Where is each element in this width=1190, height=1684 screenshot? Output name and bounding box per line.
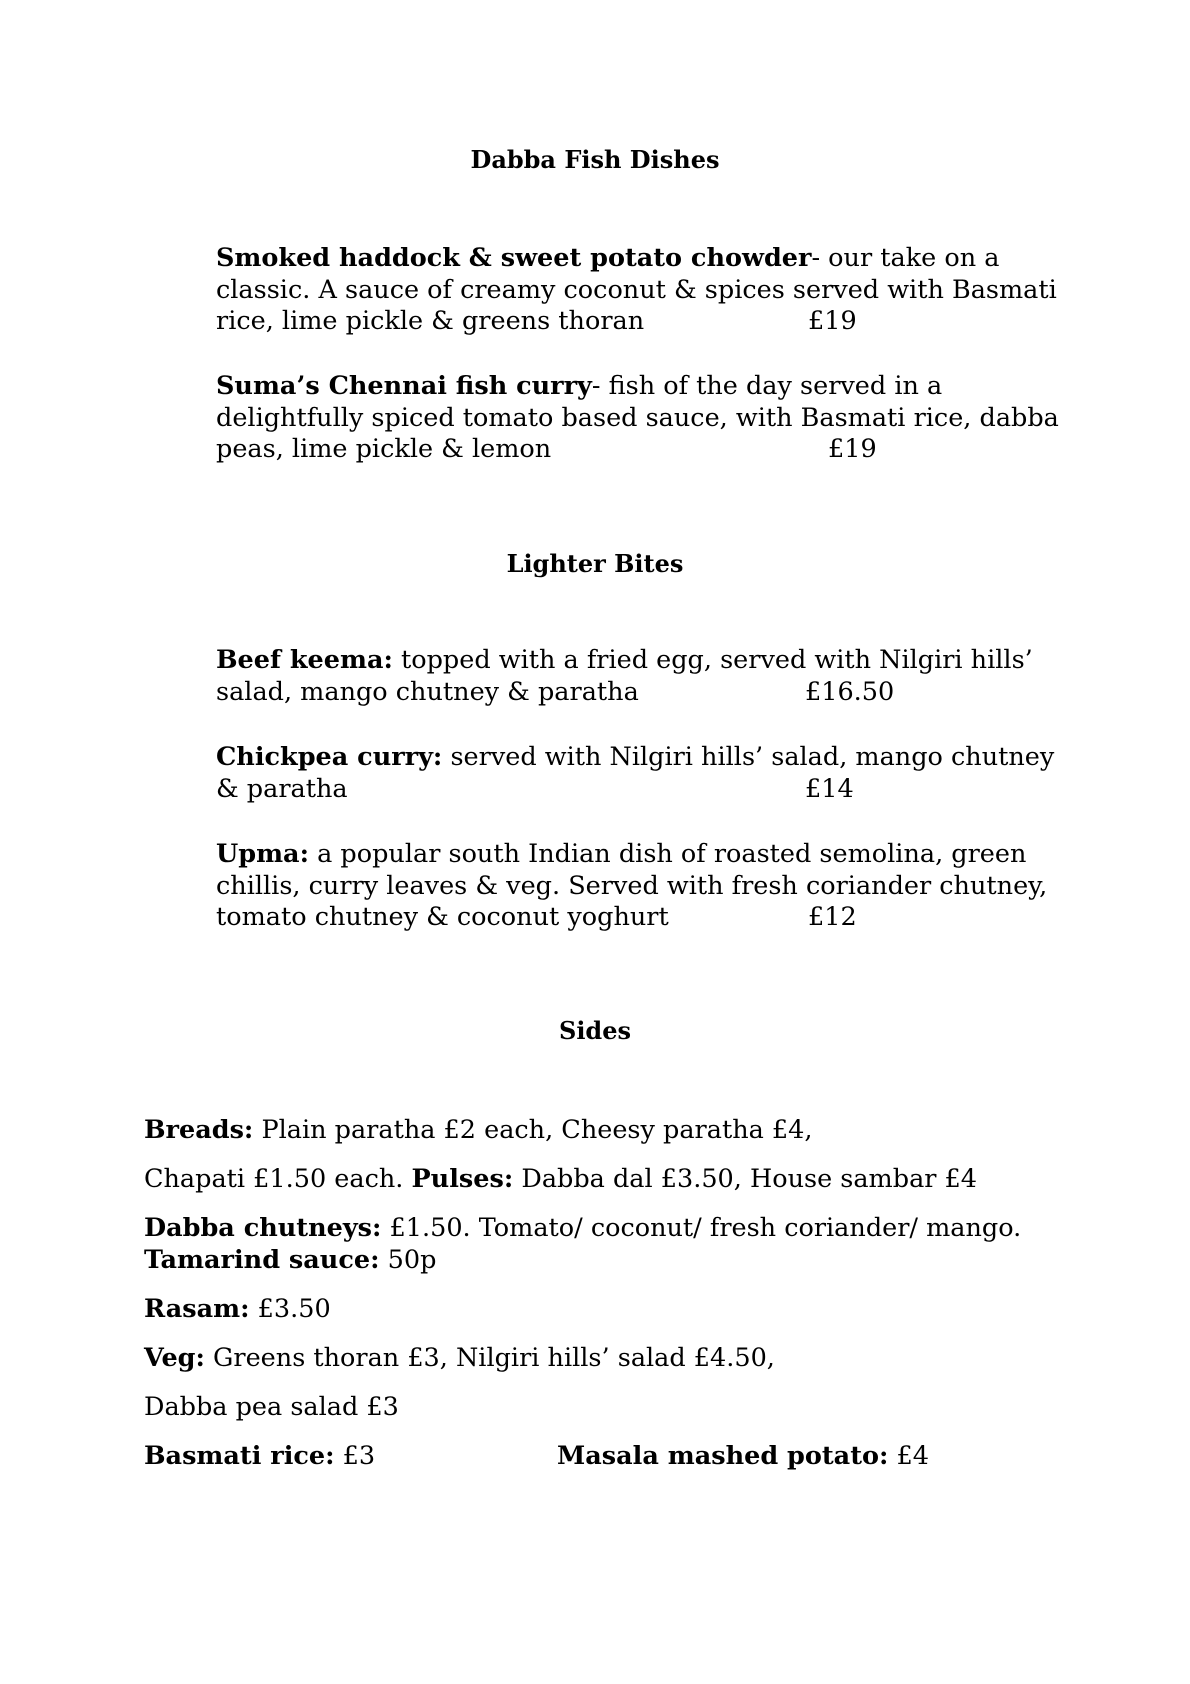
sides-basmati-rice xyxy=(144,1440,375,1472)
sides-chapati-pulses xyxy=(144,1163,977,1195)
sides-label: Masala mashed potato: xyxy=(557,1441,889,1471)
item-line xyxy=(216,902,1096,934)
item-line xyxy=(216,774,1096,806)
sides-label: Dabba chutneys: xyxy=(144,1213,382,1243)
menu-item-chickpea-curry xyxy=(216,742,1096,805)
sides-text: Dabba pea salad £3 xyxy=(144,1392,399,1422)
item-description: delightfully spiced tomato based sauce, with Basmati rice, dabba xyxy=(216,402,1059,433)
item-name: Upma: xyxy=(216,839,309,869)
item-description: a popular south Indian dish of roasted semolina, green xyxy=(309,839,1027,869)
sides-text: £3 xyxy=(334,1441,376,1471)
item-description: - fish of the day served in a xyxy=(591,371,943,401)
item-description: & paratha xyxy=(216,773,348,804)
sides-rasam xyxy=(144,1293,331,1325)
item-description: chillis, curry leaves & veg. Served with fresh coriander chutney, xyxy=(216,870,1048,901)
item-name: Suma’s Chennai fish curry xyxy=(216,371,592,401)
item-description: salad, mango chutney & paratha xyxy=(216,676,639,707)
item-price: £16.50 xyxy=(805,676,895,707)
menu-item-chennai-fish-curry xyxy=(216,371,1096,466)
item-description: served with Nilgiri hills’ salad, mango chutney xyxy=(442,742,1055,772)
menu-item-haddock-chowder xyxy=(216,243,1096,338)
item-name: Beef keema: xyxy=(216,645,393,675)
item-description: tomato chutney & coconut yoghurt xyxy=(216,902,669,932)
sides-text: £4 xyxy=(888,1441,929,1471)
item-line xyxy=(216,434,1096,466)
sides-text: Chapati £1.50 each. xyxy=(144,1164,412,1194)
sides-breads xyxy=(144,1114,812,1146)
sides-text: Dabba dal £3.50, House sambar £4 xyxy=(513,1164,978,1194)
sides-masala-potato xyxy=(557,1440,929,1472)
item-line xyxy=(216,371,1096,403)
item-line xyxy=(216,742,1096,774)
item-line xyxy=(216,243,1096,275)
sides-label: Veg: xyxy=(144,1343,205,1373)
sides-heading: Sides xyxy=(558,1016,631,1045)
item-description: classic. A sauce of creamy coconut & spices served with Basmati xyxy=(216,274,1057,305)
item-line xyxy=(216,839,1096,871)
item-description: - our take on a xyxy=(811,243,1000,273)
item-line xyxy=(216,306,1096,338)
fish-dishes-heading: Dabba Fish Dishes xyxy=(470,145,720,174)
sides-text: Plain paratha £2 each, Cheesy paratha £4, xyxy=(253,1115,813,1145)
sides-text: 50p xyxy=(379,1245,437,1275)
item-line xyxy=(216,645,1096,677)
item-price: £19 xyxy=(828,434,877,464)
sides-label: Rasam: xyxy=(144,1294,250,1324)
item-line xyxy=(216,677,1096,709)
sides-text: £1.50. Tomato/ coconut/ fresh coriander/ mango. xyxy=(381,1213,1022,1243)
menu-item-upma xyxy=(216,839,1096,934)
sides-tamarind xyxy=(144,1244,436,1276)
item-name: Smoked haddock & sweet potato chowder xyxy=(216,243,812,273)
sides-pea-salad xyxy=(144,1391,399,1423)
item-description: peas, lime pickle & lemon xyxy=(216,434,552,464)
lighter-bites-heading: Lighter Bites xyxy=(506,549,684,578)
sides-label: Breads: xyxy=(144,1115,254,1145)
item-price: £12 xyxy=(808,902,857,932)
sides-label: Tamarind sauce: xyxy=(144,1245,380,1275)
item-description: rice, lime pickle & greens thoran xyxy=(216,306,645,336)
sides-text: £3.50 xyxy=(249,1294,331,1324)
sides-chutneys xyxy=(144,1212,1021,1244)
item-name: Chickpea curry: xyxy=(216,742,443,772)
item-price: £19 xyxy=(808,306,857,336)
menu-item-beef-keema xyxy=(216,645,1096,708)
sides-veg xyxy=(144,1342,775,1374)
sides-label: Basmati rice: xyxy=(144,1441,335,1471)
item-price: £14 xyxy=(805,773,854,804)
item-description: topped with a fried egg, served with Nilgiri hills’ xyxy=(392,645,1033,675)
sides-text: Greens thoran £3, Nilgiri hills’ salad £4.50, xyxy=(204,1343,775,1373)
sides-label: Pulses: xyxy=(411,1164,514,1194)
